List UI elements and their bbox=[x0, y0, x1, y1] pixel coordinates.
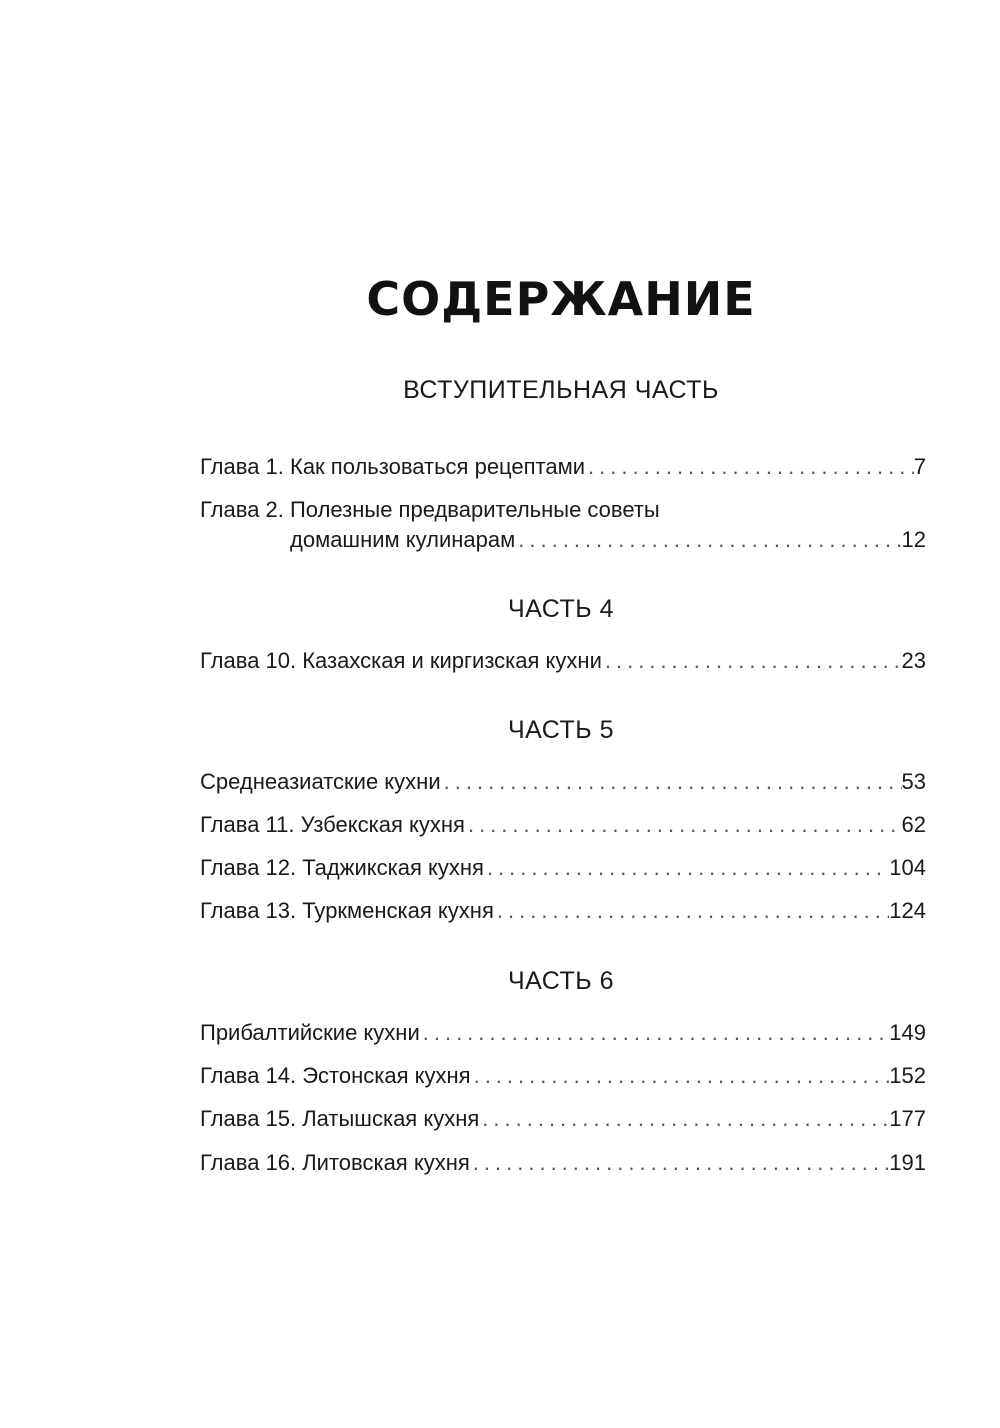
section-heading-part4: ЧАСТЬ 4 bbox=[507, 595, 615, 623]
toc-entry-page: 12 bbox=[901, 527, 926, 552]
toc-entry[interactable] bbox=[200, 810, 926, 840]
toc-entry[interactable] bbox=[200, 1061, 926, 1091]
toc-entry-title-continued: домашним кулинарам bbox=[290, 527, 516, 552]
toc-entry-title: Глава 14. Эстонская кухня bbox=[200, 1063, 471, 1088]
dot-leader bbox=[494, 896, 889, 926]
toc-entry-page: 62 bbox=[901, 812, 926, 837]
dot-leader bbox=[441, 767, 902, 797]
section-heading-part5: ЧАСТЬ 5 bbox=[507, 716, 615, 744]
toc-entry-title: Глава 12. Таджикская кухня bbox=[200, 855, 484, 880]
toc-entry[interactable] bbox=[200, 1018, 926, 1048]
dot-leader bbox=[585, 452, 914, 482]
section-heading-part6: ЧАСТЬ 6 bbox=[507, 967, 615, 995]
toc-entry-page: 149 bbox=[889, 1020, 926, 1045]
dot-leader bbox=[420, 1018, 890, 1048]
dot-leader bbox=[515, 525, 901, 555]
toc-entry-title: Глава 16. Литовская кухня bbox=[200, 1150, 470, 1175]
toc-entry-page: 124 bbox=[889, 898, 926, 923]
page-title: СОДЕРЖАНИЕ bbox=[366, 272, 756, 326]
dot-leader bbox=[484, 853, 889, 883]
dot-leader bbox=[602, 646, 902, 676]
toc-entry-title: Среднеазиатские кухни bbox=[200, 769, 441, 794]
section-heading-intro: ВСТУПИТЕЛЬНАЯ ЧАСТЬ bbox=[403, 376, 719, 404]
toc-entry-page: 23 bbox=[901, 648, 926, 673]
toc-entry-page: 104 bbox=[889, 855, 926, 880]
toc-entry-page: 191 bbox=[889, 1150, 926, 1175]
toc-entry-title: Глава 13. Туркменская кухня bbox=[200, 898, 494, 923]
toc-entry[interactable] bbox=[200, 1148, 926, 1178]
toc-entry[interactable] bbox=[200, 646, 926, 676]
toc-entry-page: 177 bbox=[889, 1106, 926, 1131]
toc-entry[interactable] bbox=[200, 495, 926, 555]
toc-entry[interactable] bbox=[200, 452, 926, 482]
toc-entry-page: 7 bbox=[913, 454, 926, 479]
toc-entry[interactable] bbox=[200, 896, 926, 926]
dot-leader bbox=[471, 1061, 890, 1091]
toc-entry-title: Глава 11. Узбекская кухня bbox=[200, 812, 465, 837]
toc-entry-page: 53 bbox=[901, 769, 926, 794]
toc-entry-title: Глава 15. Латышская кухня bbox=[200, 1106, 480, 1131]
dot-leader bbox=[470, 1148, 890, 1178]
toc-entry[interactable] bbox=[200, 853, 926, 883]
dot-leader bbox=[465, 810, 902, 840]
toc-entry-page: 152 bbox=[889, 1063, 926, 1088]
toc-entry-title: Глава 1. Как пользоваться рецептами bbox=[200, 454, 586, 479]
toc-entry[interactable] bbox=[200, 767, 926, 797]
toc-entry-title: Глава 10. Казахская и киргизская кухни bbox=[200, 648, 602, 673]
dot-leader bbox=[479, 1104, 889, 1134]
toc-entry[interactable] bbox=[200, 1104, 926, 1134]
toc-entry-title: Прибалтийские кухни bbox=[200, 1020, 420, 1045]
toc-entry-title: Глава 2. Полезные предварительные советы bbox=[200, 497, 660, 522]
